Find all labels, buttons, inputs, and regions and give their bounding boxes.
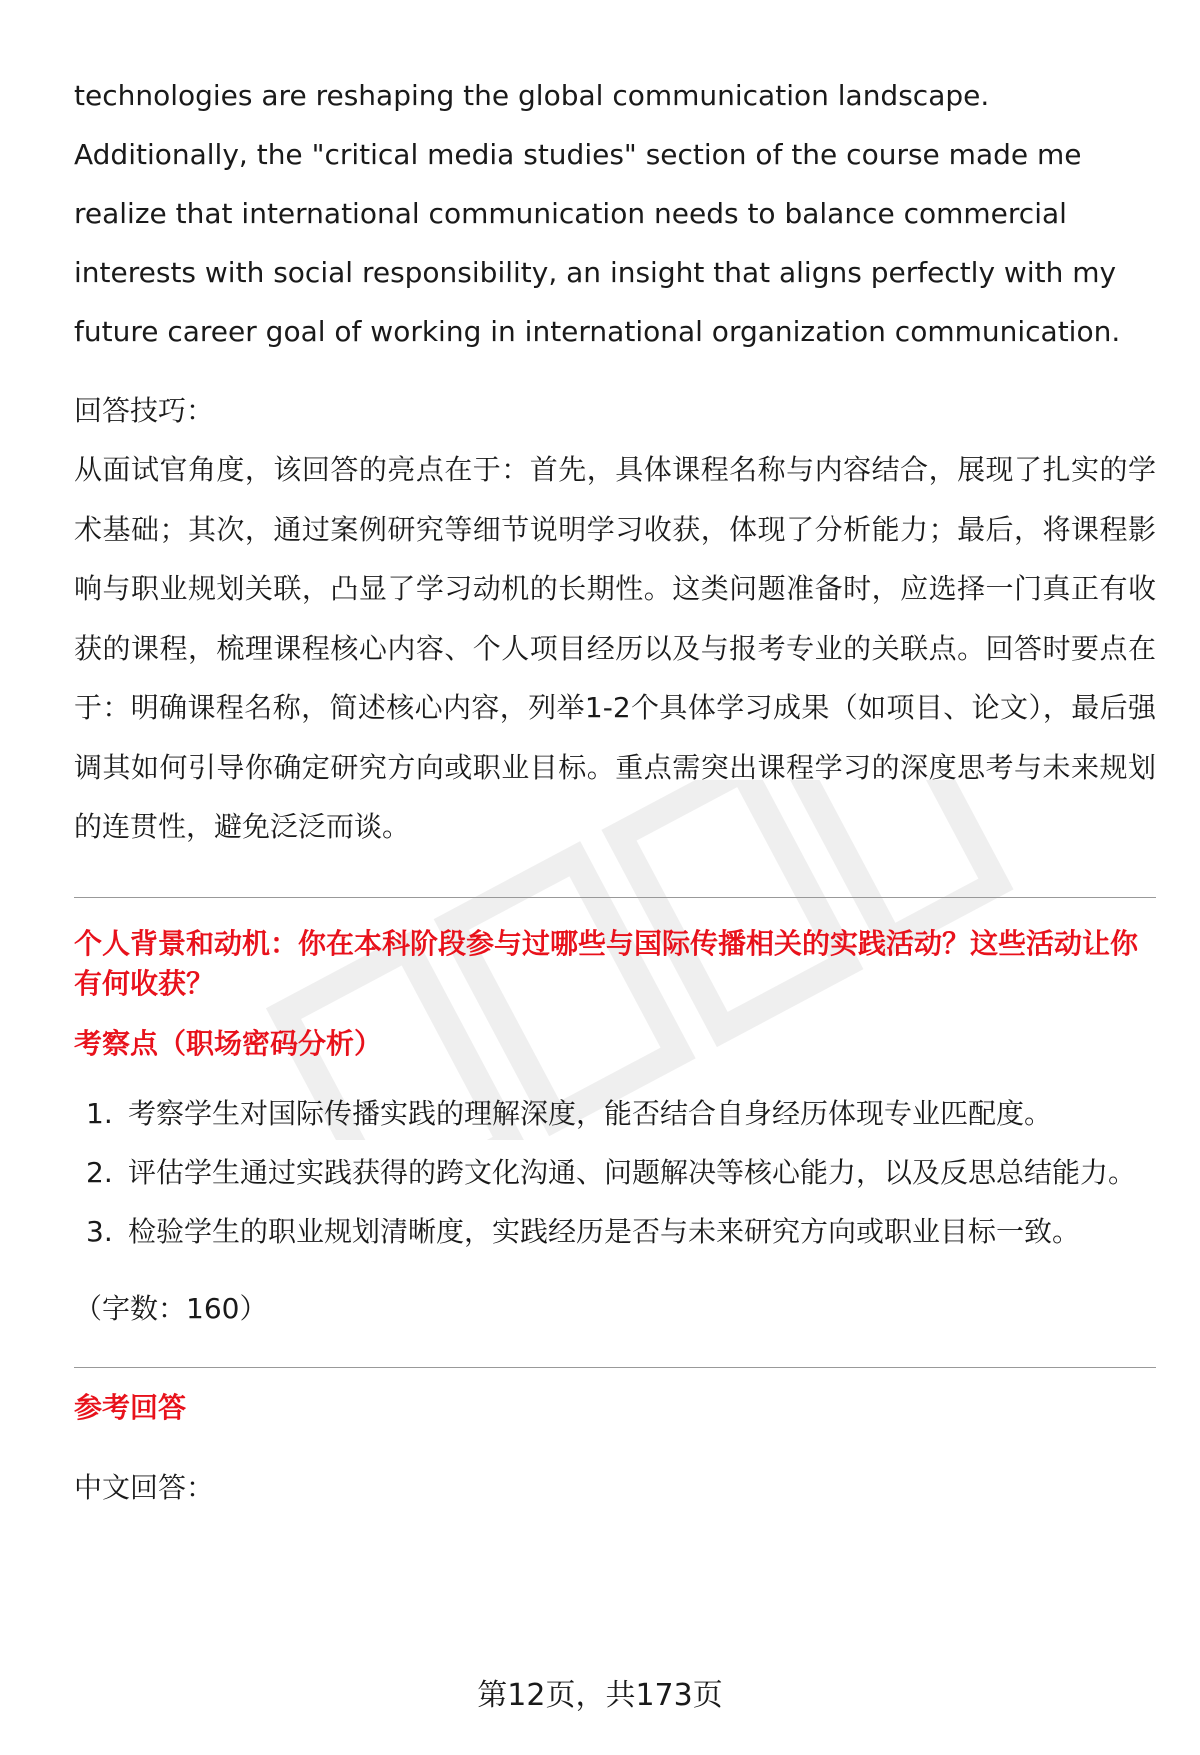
analysis-points-list <box>74 1084 1156 1261</box>
word-count: （字数：160） <box>74 1291 268 1325</box>
page-number: 第12页，共173页 <box>477 1678 723 1713</box>
list-item <box>74 1143 1156 1202</box>
list-item-text: 考察学生对国际传播实践的理解深度，能否结合自身经历体现专业匹配度。 <box>128 1096 1053 1130</box>
list-item-number: 1. <box>86 1096 113 1130</box>
reference-answer-title: 参考回答 <box>74 1390 187 1424</box>
analysis-title: 考察点（职场密码分析） <box>74 1026 383 1060</box>
tips-text: 从面试官角度，该回答的亮点在于：首先，具体课程名称与内容结合，展现了扎实的学术基础；其次，通过案例研究等细节说明学习收获，体现了分析能力；最后，将课程影响与职业规划关联，凸显了学习动机的长期性。这类问题准备时，应选择一门真正有收获的课程，梳理课程核心内容、个人项目经历以及与报考专业的关联点。回答时要点在于：明确课程名称，简述核心内容，列举1-2个具体学习成果（如项目、论文），最后强调其如何引导你确定研究方向或职业目标。重点需突出课程学习的深度思考与未来规划的连贯性，避免泛泛而谈。 <box>74 453 1156 843</box>
chinese-answer-label: 中文回答： <box>74 1470 215 1504</box>
list-item <box>74 1202 1156 1261</box>
list-item-number: 2. <box>86 1155 113 1189</box>
list-item-text: 检验学生的职业规划清晰度，实践经历是否与未来研究方向或职业目标一致。 <box>128 1214 1081 1248</box>
tips-label: 回答技巧： <box>74 394 215 427</box>
section-divider <box>74 897 1156 898</box>
section-divider <box>74 1367 1156 1368</box>
document-page <box>74 66 1156 1508</box>
list-item-text: 评估学生通过实践获得的跨文化沟通、问题解决等核心能力，以及反思总结能力。 <box>128 1155 1137 1189</box>
question-heading: 个人背景和动机：你在本科阶段参与过哪些与国际传播相关的实践活动？这些活动让你有何收获？ <box>74 926 1139 1000</box>
list-item-number: 3. <box>86 1214 113 1248</box>
english-answer-paragraph: technologies are reshaping the global communication landscape. Additionally, the "critical media studies" section of the course made me realize that international communication needs to balance commercial interests with social responsibility, an insight that aligns perfectly with my future career goal of working in international organization communication. <box>74 79 1121 348</box>
list-item <box>74 1084 1156 1143</box>
